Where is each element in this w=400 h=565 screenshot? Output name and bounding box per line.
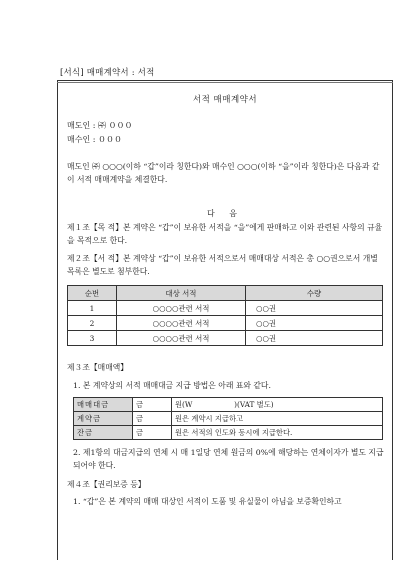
row-title: ○○○○관련 서적: [117, 316, 246, 331]
col-header-no: 순번: [68, 286, 117, 301]
article-3-item-1: 1. 본 계약상의 서적 매매대금 지급 방법은 아래 표와 같다.: [73, 381, 271, 390]
article-4-heading: 제４조【권리보증 등】: [67, 480, 146, 489]
table-row: [74, 412, 383, 426]
row-qty: ○○권: [246, 301, 383, 316]
pay-prefix: 금: [133, 398, 172, 412]
pay-text: 원(W )(VAT 별도): [172, 398, 383, 412]
article-4-item-1: 1. “갑”은 본 계약의 매매 대상인 서적이 도품 및 유실물이 아님을 보증확인하고: [73, 497, 342, 506]
row-no: 3: [68, 331, 117, 346]
row-title: ○○○○관련 서적: [117, 301, 246, 316]
table-row: [74, 426, 383, 440]
table-row: [68, 331, 383, 346]
pay-text: 원은 계약시 지급하고: [172, 412, 383, 426]
pay-prefix: 금: [133, 426, 172, 440]
frame-top-rule: [57, 82, 393, 83]
table-row: [74, 398, 383, 412]
article-2: 제２조【서 적】본 계약상 “갑”이 보유한 서적으로서 매매대상 서적은 총 ○○권으로서 개별목록은 별도로 첨부한다.: [67, 254, 378, 276]
pay-text: 원은 서적의 인도와 동시에 지급한다.: [172, 426, 383, 440]
table-row: [68, 316, 383, 331]
form-label: [서식] 매매계약서 : 서적: [60, 68, 155, 78]
intro-paragraph: 매도인 ㈜ ○○○(이하 “갑”이라 칭한다)와 매수인 ○○○(이하 “을”이라 칭한다)은 다음과 같이 서적 매매계약을 체결한다.: [67, 162, 380, 184]
row-title: ○○○○관련 서적: [117, 331, 246, 346]
pay-label: 계약금: [74, 412, 133, 426]
seller-line: 매도인 : ㈜ ０００: [67, 121, 133, 130]
pay-label: 잔금: [74, 426, 133, 440]
pay-prefix: 금: [133, 412, 172, 426]
buyer-line: 매수인 : ０００: [67, 135, 122, 144]
books-table: [67, 285, 383, 346]
row-no: 1: [68, 301, 117, 316]
table-row: [68, 301, 383, 316]
books-table-header: [68, 286, 383, 301]
pay-label: 매매대금: [74, 398, 133, 412]
article-3-item-2: 2. 제1항의 대금지급의 연체 시 매 1일당 연체 원금의 0%에 해당하는 연체이자가 별도 지급되어야 한다.: [73, 448, 384, 470]
payment-table: [73, 397, 383, 440]
col-header-qty: 수량: [246, 286, 383, 301]
heading-next: 다 음: [207, 209, 243, 218]
row-qty: ○○권: [246, 331, 383, 346]
document-title: 서적 매매계약서: [192, 95, 258, 105]
row-no: 2: [68, 316, 117, 331]
article-3-heading: 제３조【매매액】: [67, 363, 129, 372]
row-qty: ○○권: [246, 316, 383, 331]
col-header-title: 대상 서적: [117, 286, 246, 301]
article-1: 제１조【목 적】본 계약은 “갑”이 보유한 서적을 “을”에게 판매하고 이와 관련된 사항의 규율을 목적으로 한다.: [67, 223, 383, 245]
